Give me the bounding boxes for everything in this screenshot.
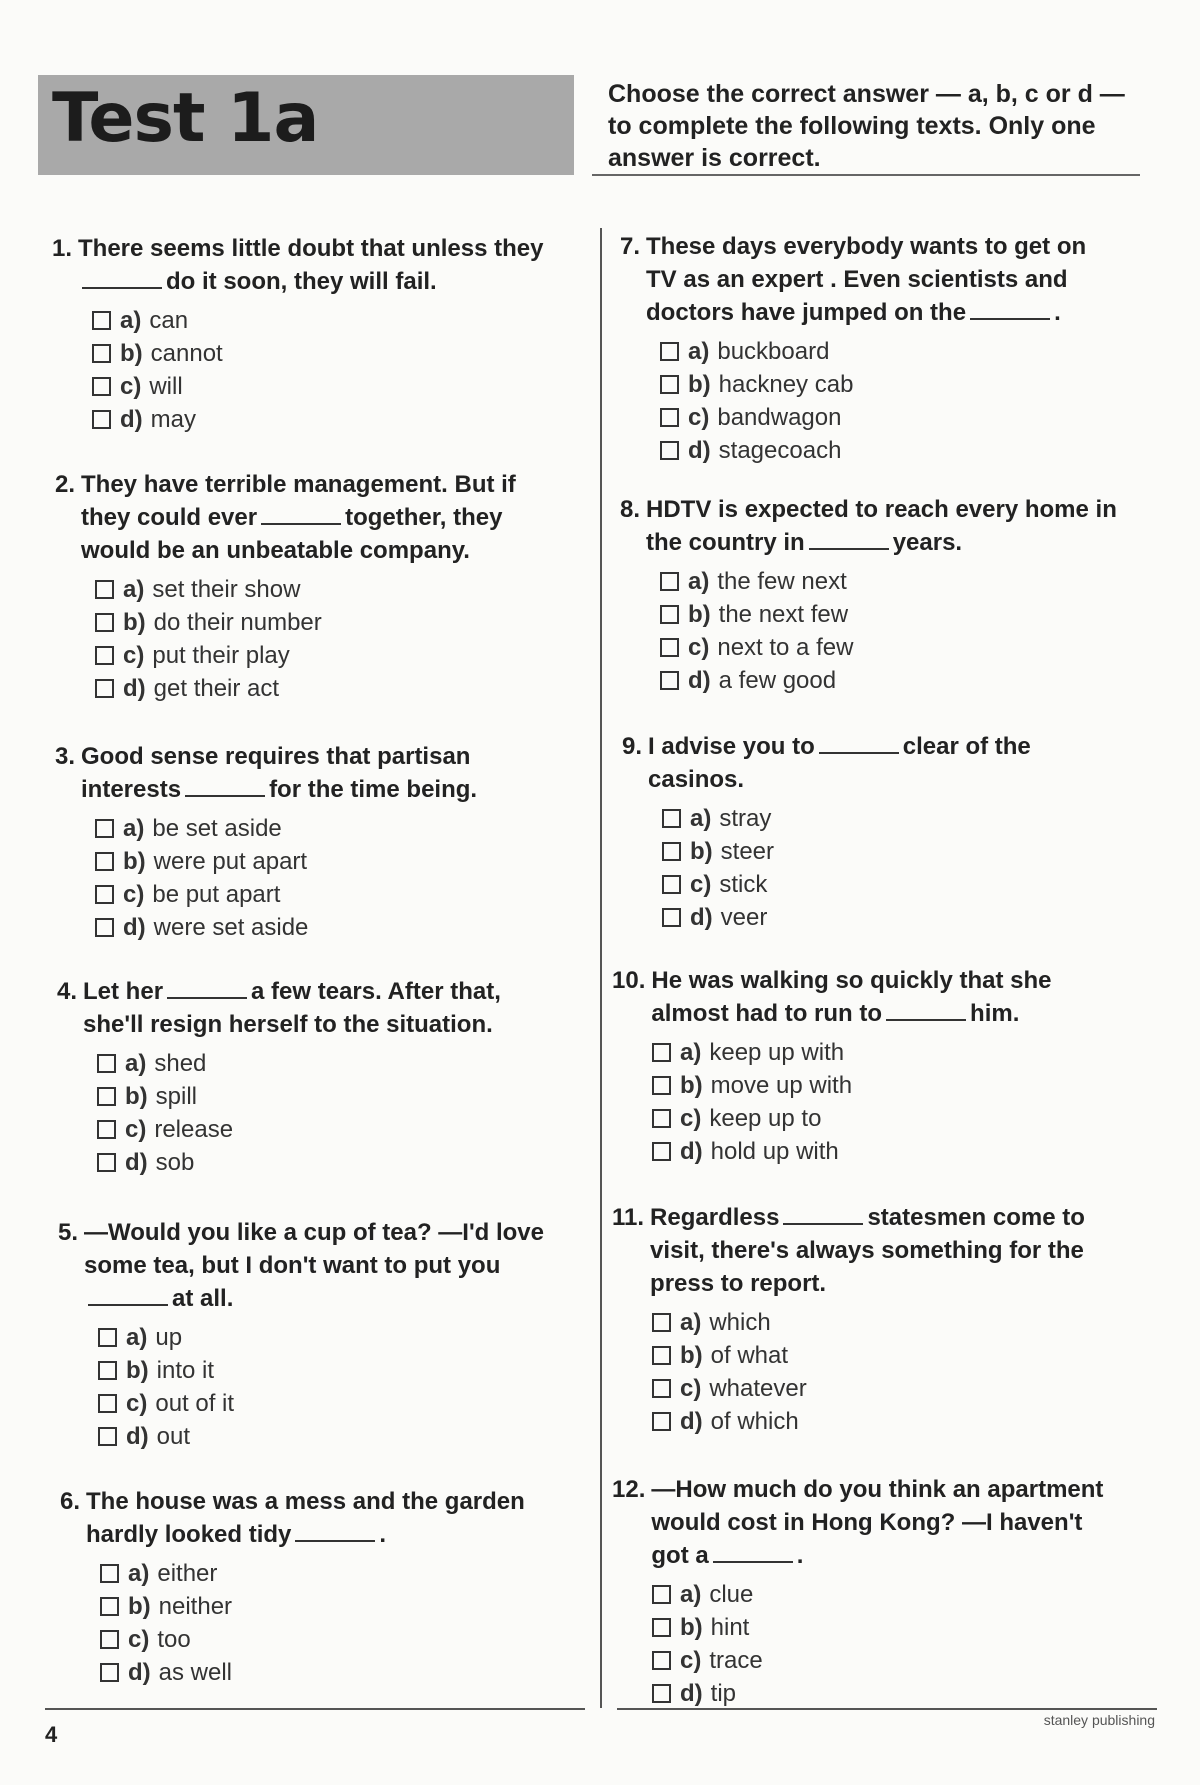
option-text: be put apart — [152, 881, 281, 908]
answer-blank — [185, 777, 265, 797]
checkbox-icon[interactable] — [662, 809, 681, 828]
question-number: 1. — [52, 235, 73, 262]
answer-option[interactable] — [652, 1102, 1112, 1135]
answer-option[interactable] — [662, 901, 1122, 934]
answer-option[interactable] — [95, 911, 555, 944]
checkbox-icon[interactable] — [97, 1153, 116, 1172]
checkbox-icon[interactable] — [100, 1663, 119, 1682]
answer-options — [612, 1578, 1112, 1710]
option-text: get their act — [153, 675, 280, 702]
question-10 — [612, 964, 1112, 1168]
question-text-before: Good sense requires that partisan interests — [81, 743, 471, 803]
answer-blank — [261, 505, 341, 525]
question-number: 9. — [622, 733, 643, 760]
option-text: will — [149, 373, 183, 400]
page-title: Test 1a — [52, 79, 319, 158]
option-text: stray — [719, 805, 772, 832]
option-letter: a) — [120, 307, 142, 334]
answer-options — [60, 1557, 560, 1689]
question-text-before: —Would you like a cup of tea? —I'd love some tea, but I don't want to put you — [84, 1219, 544, 1279]
answer-option[interactable] — [95, 672, 555, 705]
answer-option[interactable] — [95, 639, 555, 672]
answer-option[interactable] — [92, 370, 552, 403]
question-text-before: There seems little doubt that unless they — [78, 235, 544, 262]
option-text: either — [157, 1560, 218, 1587]
answer-option[interactable] — [652, 1135, 1112, 1168]
option-letter: d) — [688, 437, 711, 464]
option-letter: b) — [128, 1593, 151, 1620]
answer-option[interactable] — [98, 1321, 558, 1354]
answer-options — [55, 812, 555, 944]
checkbox-icon[interactable] — [652, 1076, 671, 1095]
option-letter: a) — [680, 1309, 702, 1336]
question-text-after: him. — [970, 1000, 1020, 1027]
checkbox-icon[interactable] — [662, 908, 681, 927]
question-number: 4. — [57, 978, 78, 1005]
question-text-before: They have terrible management. But if they could ever — [81, 471, 516, 531]
question-text-before: The house was a mess and the garden hardly looked tidy — [86, 1488, 525, 1548]
answer-option[interactable] — [662, 868, 1122, 901]
option-text: hold up with — [710, 1138, 839, 1165]
option-text: tip — [710, 1680, 737, 1707]
answer-option[interactable] — [660, 598, 1120, 631]
answer-option[interactable] — [660, 664, 1120, 697]
checkbox-icon[interactable] — [652, 1379, 671, 1398]
question-text-after: at all. — [172, 1285, 234, 1312]
answer-option[interactable] — [652, 1339, 1112, 1372]
option-letter: a) — [125, 1050, 147, 1077]
question-text-after: for the time being. — [269, 776, 478, 803]
column-divider — [600, 228, 602, 1708]
checkbox-icon[interactable] — [97, 1054, 116, 1073]
checkbox-icon[interactable] — [92, 377, 111, 396]
answer-option[interactable] — [652, 1069, 1112, 1102]
checkbox-icon[interactable] — [660, 342, 679, 361]
option-letter: a) — [126, 1324, 148, 1351]
answer-option[interactable] — [652, 1677, 1112, 1710]
answer-blank — [819, 734, 899, 754]
question-text-before: These days everybody wants to get on TV as an expert . Even scientists and doctors have jumped on the — [646, 233, 1087, 326]
question-stem — [612, 964, 1112, 1030]
option-letter: b) — [680, 1614, 703, 1641]
option-letter: c) — [123, 642, 145, 669]
question-9 — [622, 730, 1122, 934]
answer-blank — [713, 1543, 793, 1563]
checkbox-icon[interactable] — [95, 885, 114, 904]
question-1 — [52, 232, 552, 436]
option-text: into it — [156, 1357, 215, 1384]
option-letter: b) — [690, 838, 713, 865]
checkbox-icon[interactable] — [652, 1412, 671, 1431]
checkbox-icon[interactable] — [660, 408, 679, 427]
checkbox-icon[interactable] — [95, 679, 114, 698]
checkbox-icon[interactable] — [652, 1585, 671, 1604]
checkbox-icon[interactable] — [652, 1346, 671, 1365]
checkbox-icon[interactable] — [652, 1142, 671, 1161]
option-letter: c) — [688, 634, 710, 661]
question-number: 8. — [620, 496, 641, 523]
option-letter: b) — [123, 848, 146, 875]
question-text — [83, 975, 557, 1041]
checkbox-icon[interactable] — [95, 646, 114, 665]
question-text — [651, 964, 1112, 1030]
checkbox-icon[interactable] — [660, 572, 679, 591]
option-letter: d) — [690, 904, 713, 931]
option-text: veer — [720, 904, 768, 931]
option-letter: d) — [123, 675, 146, 702]
answer-blank — [783, 1205, 863, 1225]
answer-option[interactable] — [97, 1146, 557, 1179]
answer-option[interactable] — [95, 845, 555, 878]
checkbox-icon[interactable] — [662, 842, 681, 861]
question-text-before: —How much do you think an apartment would cost in Hong Kong? —I haven't got a — [651, 1476, 1104, 1569]
answer-option[interactable] — [95, 606, 555, 639]
question-11 — [612, 1201, 1112, 1438]
option-text: too — [157, 1626, 191, 1653]
option-text: of what — [710, 1342, 789, 1369]
answer-options — [58, 1321, 558, 1453]
page-number: 4 — [45, 1722, 58, 1747]
option-letter: c) — [688, 404, 710, 431]
option-text: next to a few — [717, 634, 854, 661]
checkbox-icon[interactable] — [92, 344, 111, 363]
option-text: trace — [709, 1647, 763, 1674]
question-text-after: do it soon, they will fail. — [166, 268, 437, 295]
answer-option[interactable] — [662, 835, 1122, 868]
option-letter: b) — [126, 1357, 149, 1384]
checkbox-icon[interactable] — [100, 1630, 119, 1649]
checkbox-icon[interactable] — [100, 1597, 119, 1616]
option-text: spill — [155, 1083, 197, 1110]
answer-option[interactable] — [660, 401, 1120, 434]
option-letter: c) — [690, 871, 712, 898]
option-letter: b) — [688, 601, 711, 628]
option-letter: d) — [125, 1149, 148, 1176]
option-letter: c) — [680, 1375, 702, 1402]
checkbox-icon[interactable] — [98, 1328, 117, 1347]
question-6 — [60, 1485, 560, 1689]
option-letter: c) — [125, 1116, 147, 1143]
checkbox-icon[interactable] — [92, 410, 111, 429]
option-letter: a) — [690, 805, 712, 832]
option-letter: d) — [680, 1408, 703, 1435]
option-letter: b) — [680, 1342, 703, 1369]
answer-option[interactable] — [652, 1644, 1112, 1677]
question-8 — [620, 493, 1120, 697]
option-text: stagecoach — [718, 437, 842, 464]
question-text-before: He was walking so quickly that she almost had to run to — [651, 967, 1052, 1027]
instructions-rule — [592, 174, 1140, 176]
question-number: 12. — [612, 1476, 646, 1503]
question-stem — [58, 1216, 558, 1315]
answer-option[interactable] — [100, 1656, 560, 1689]
answer-option[interactable] — [97, 1047, 557, 1080]
option-letter: d) — [688, 667, 711, 694]
option-text: hackney cab — [718, 371, 854, 398]
option-text: release — [154, 1116, 234, 1143]
footer-rule-right — [617, 1708, 1157, 1710]
answer-option[interactable] — [95, 573, 555, 606]
option-letter: b) — [123, 609, 146, 636]
option-text: steer — [720, 838, 775, 865]
option-text: the few next — [717, 568, 847, 595]
answer-option[interactable] — [98, 1354, 558, 1387]
option-letter: d) — [126, 1423, 149, 1450]
question-text — [651, 1473, 1112, 1572]
answer-option[interactable] — [95, 878, 555, 911]
question-number: 7. — [620, 233, 641, 260]
option-letter: c) — [680, 1647, 702, 1674]
checkbox-icon[interactable] — [98, 1361, 117, 1380]
question-text — [648, 730, 1122, 796]
answer-options — [55, 573, 555, 705]
answer-option[interactable] — [652, 1611, 1112, 1644]
answer-blank — [295, 1522, 375, 1542]
option-text: bandwagon — [717, 404, 842, 431]
answer-option[interactable] — [100, 1557, 560, 1590]
option-text: keep up with — [709, 1039, 845, 1066]
question-text-after: statesmen come to visit, there's always something for the press to report. — [650, 1204, 1085, 1297]
option-text: sob — [155, 1149, 195, 1176]
question-text — [84, 1216, 558, 1315]
option-text: a few good — [718, 667, 837, 694]
option-letter: d) — [680, 1680, 703, 1707]
question-text-after: . — [379, 1521, 387, 1548]
option-text: keep up to — [709, 1105, 822, 1132]
question-text-after: clear of the casinos. — [648, 733, 1031, 793]
question-number: 5. — [58, 1219, 79, 1246]
option-text: out — [156, 1423, 191, 1450]
option-text: as well — [158, 1659, 233, 1686]
question-4 — [57, 975, 557, 1179]
question-text-after: a few tears. After that, she'll resign herself to the situation. — [83, 978, 501, 1038]
answer-options — [620, 335, 1120, 467]
question-number: 10. — [612, 967, 646, 994]
question-stem — [620, 493, 1120, 559]
option-text: put their play — [152, 642, 290, 669]
question-number: 2. — [55, 471, 76, 498]
option-text: clue — [709, 1581, 754, 1608]
option-letter: c) — [120, 373, 142, 400]
checkbox-icon[interactable] — [98, 1394, 117, 1413]
option-text: were put apart — [153, 848, 308, 875]
checkbox-icon[interactable] — [95, 819, 114, 838]
checkbox-icon[interactable] — [100, 1564, 119, 1583]
question-number: 11. — [612, 1204, 645, 1231]
option-text: of which — [710, 1408, 799, 1435]
answer-option[interactable] — [660, 631, 1120, 664]
option-text: were set aside — [153, 914, 309, 941]
answer-option[interactable] — [652, 1372, 1112, 1405]
question-stem — [52, 232, 552, 298]
option-text: shed — [154, 1050, 207, 1077]
question-stem — [57, 975, 557, 1041]
answer-option[interactable] — [652, 1036, 1112, 1069]
answer-option[interactable] — [660, 565, 1120, 598]
question-7 — [620, 230, 1120, 467]
answer-option[interactable] — [660, 434, 1120, 467]
answer-option[interactable] — [100, 1623, 560, 1656]
option-text: out of it — [155, 1390, 235, 1417]
checkbox-icon[interactable] — [652, 1618, 671, 1637]
answer-option[interactable] — [100, 1590, 560, 1623]
question-5 — [58, 1216, 558, 1453]
checkbox-icon[interactable] — [660, 605, 679, 624]
option-text: stick — [719, 871, 768, 898]
checkbox-icon[interactable] — [662, 875, 681, 894]
option-letter: c) — [123, 881, 145, 908]
checkbox-icon[interactable] — [660, 671, 679, 690]
option-letter: d) — [120, 406, 143, 433]
question-text-after: together, they would be an unbeatable company. — [81, 504, 503, 564]
checkbox-icon[interactable] — [660, 375, 679, 394]
option-text: hint — [710, 1614, 750, 1641]
option-letter: d) — [128, 1659, 151, 1686]
checkbox-icon[interactable] — [652, 1684, 671, 1703]
option-text: the next few — [718, 601, 849, 628]
question-text — [81, 468, 555, 567]
option-text: which — [709, 1309, 771, 1336]
answer-option[interactable] — [92, 337, 552, 370]
question-stem — [55, 468, 555, 567]
answer-option[interactable] — [660, 368, 1120, 401]
option-text: up — [155, 1324, 183, 1351]
option-text: be set aside — [152, 815, 282, 842]
question-number: 6. — [60, 1488, 81, 1515]
checkbox-icon[interactable] — [97, 1120, 116, 1139]
question-stem — [622, 730, 1122, 796]
option-letter: c) — [128, 1626, 150, 1653]
checkbox-icon[interactable] — [92, 311, 111, 330]
instructions-text: Choose the correct answer — a, b, c or d — to complete the following texts. Only one answer is correct. — [608, 80, 1125, 172]
checkbox-icon[interactable] — [652, 1651, 671, 1670]
option-letter: d) — [680, 1138, 703, 1165]
answer-options — [612, 1306, 1112, 1438]
option-text: do their number — [153, 609, 322, 636]
option-letter: a) — [680, 1581, 702, 1608]
option-letter: a) — [688, 338, 710, 365]
publisher-credit: stanley publishing — [1043, 1712, 1155, 1728]
question-text — [650, 1201, 1112, 1300]
option-letter: b) — [125, 1083, 148, 1110]
question-text — [646, 230, 1120, 329]
answer-option[interactable] — [662, 802, 1122, 835]
checkbox-icon[interactable] — [98, 1427, 117, 1446]
answer-blank — [88, 1286, 168, 1306]
option-text: set their show — [152, 576, 301, 603]
answer-option[interactable] — [98, 1420, 558, 1453]
option-letter: b) — [120, 340, 143, 367]
option-letter: b) — [680, 1072, 703, 1099]
checkbox-icon[interactable] — [652, 1313, 671, 1332]
footer-rule-left — [45, 1708, 585, 1710]
question-stem — [612, 1201, 1112, 1300]
option-text: neither — [158, 1593, 233, 1620]
answer-option[interactable] — [97, 1080, 557, 1113]
title-banner — [38, 75, 574, 175]
question-text — [86, 1485, 560, 1551]
answer-blank — [82, 269, 162, 289]
option-text: move up with — [710, 1072, 853, 1099]
answer-option[interactable] — [652, 1405, 1112, 1438]
checkbox-icon[interactable] — [95, 613, 114, 632]
option-letter: a) — [123, 576, 145, 603]
answer-option[interactable] — [92, 304, 552, 337]
answer-option[interactable] — [660, 335, 1120, 368]
option-letter: b) — [688, 371, 711, 398]
question-stem — [620, 230, 1120, 329]
option-letter: d) — [123, 914, 146, 941]
answer-option[interactable] — [652, 1578, 1112, 1611]
question-text — [646, 493, 1120, 559]
answer-options — [612, 1036, 1112, 1168]
answer-option[interactable] — [95, 812, 555, 845]
answer-option[interactable] — [652, 1306, 1112, 1339]
answer-option[interactable] — [97, 1113, 557, 1146]
question-3 — [55, 740, 555, 944]
question-text-after: . — [796, 1542, 804, 1569]
option-letter: a) — [688, 568, 710, 595]
question-text-after: years. — [892, 529, 963, 556]
option-letter: c) — [680, 1105, 702, 1132]
question-text — [78, 232, 552, 298]
checkbox-icon[interactable] — [652, 1043, 671, 1062]
option-letter: a) — [680, 1039, 702, 1066]
question-text-before: Let her — [83, 978, 164, 1005]
answer-blank — [167, 979, 247, 999]
question-text — [81, 740, 555, 806]
answer-options — [622, 802, 1122, 934]
answer-options — [52, 304, 552, 436]
checkbox-icon[interactable] — [95, 918, 114, 937]
checkbox-icon[interactable] — [95, 580, 114, 599]
option-text: buckboard — [717, 338, 830, 365]
option-text: may — [150, 406, 196, 433]
checkbox-icon[interactable] — [660, 638, 679, 657]
question-12 — [612, 1473, 1112, 1710]
question-text-before: Regardless — [650, 1204, 780, 1231]
answer-options — [620, 565, 1120, 697]
question-stem — [60, 1485, 560, 1551]
answer-blank — [970, 300, 1050, 320]
option-text: cannot — [150, 340, 223, 367]
answer-options — [57, 1047, 557, 1179]
option-letter: a) — [123, 815, 145, 842]
question-text-after: . — [1054, 299, 1061, 326]
checkbox-icon[interactable] — [97, 1087, 116, 1106]
checkbox-icon[interactable] — [95, 852, 114, 871]
option-text: can — [149, 307, 189, 334]
answer-blank — [886, 1001, 966, 1021]
question-2 — [55, 468, 555, 705]
answer-option[interactable] — [98, 1387, 558, 1420]
question-text-before: HDTV is expected to reach every home in the country in — [646, 496, 1117, 556]
checkbox-icon[interactable] — [660, 441, 679, 460]
question-text-before: I advise you to — [648, 733, 815, 760]
option-text: whatever — [709, 1375, 807, 1402]
answer-option[interactable] — [92, 403, 552, 436]
question-stem — [612, 1473, 1112, 1572]
question-stem — [55, 740, 555, 806]
checkbox-icon[interactable] — [652, 1109, 671, 1128]
answer-blank — [809, 530, 889, 550]
option-letter: c) — [126, 1390, 148, 1417]
question-number: 3. — [55, 743, 76, 770]
option-letter: a) — [128, 1560, 150, 1587]
